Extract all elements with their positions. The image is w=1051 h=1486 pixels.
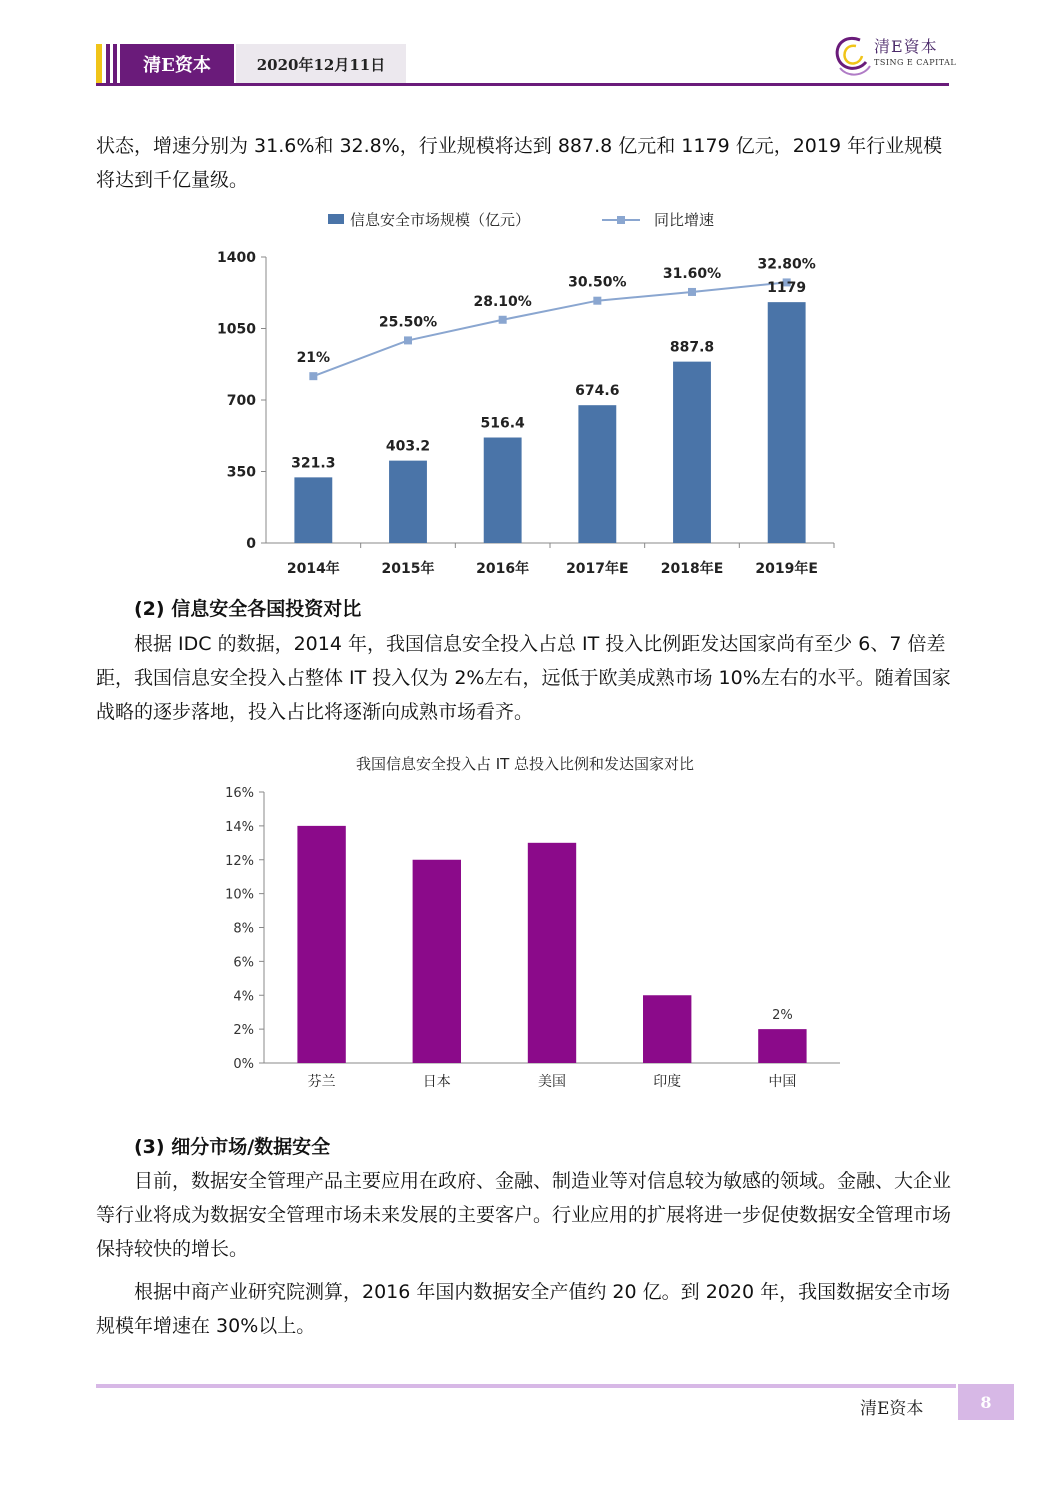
x-tick-label: 2017年E (566, 561, 629, 577)
page-number: 8 (958, 1384, 1014, 1420)
x-tick-label: 芬兰 (307, 1074, 336, 1090)
growth-value-label: 32.80% (757, 256, 816, 273)
y-tick-label: 10% (225, 887, 254, 903)
paragraph-estimate: 根据中商产业研究院测算，2016 年国内数据安全产值约 20 亿。到 2020 年，我国数据安全市场规模年增速在 30%以上。 (96, 1281, 951, 1337)
x-tick-label: 美国 (538, 1074, 566, 1090)
chart-bars (294, 302, 805, 543)
chart-bars (297, 826, 806, 1063)
y-tick-label: 14% (225, 819, 254, 835)
header-accent-purple (113, 44, 117, 84)
chart-title: 我国信息安全投入占 IT 总投入比例和发达国家对比 (355, 755, 695, 773)
section-title-3: (3) 细分市场/数据安全 (134, 1136, 331, 1158)
y-tick-label: 1400 (217, 250, 256, 266)
bar (297, 826, 345, 1063)
x-tick-label: 2015年 (381, 561, 435, 577)
header-date: 2020年12月11日 (236, 44, 406, 84)
legend-label-bar: 信息安全市场规模（亿元） (350, 211, 531, 229)
bar-value-label: 1179 (767, 280, 807, 297)
x-tick-label: 日本 (422, 1074, 451, 1090)
x-tick-label: 中国 (768, 1074, 797, 1090)
bar (643, 995, 691, 1063)
logo-text-cn: 清E資本 (874, 37, 938, 56)
growth-marker (309, 372, 317, 380)
chart-labels (772, 1008, 793, 1023)
header-accent-yellow (96, 44, 102, 84)
growth-marker (404, 336, 412, 344)
header-brand: 清E资本 (120, 44, 234, 84)
bar (528, 843, 576, 1063)
growth-marker (688, 288, 696, 296)
bar-value-label: 516.4 (480, 415, 525, 432)
x-tick-label: 2014年 (286, 561, 340, 577)
market-size-chart (200, 200, 860, 585)
paragraph-idc: 根据 IDC 的数据，2014 年，我国信息安全投入占总 IT 投入比例距发达国家尚有至少 6、7 倍差距，我国信息安全投入占整体 IT 投入仅为 2%左右，远低于欧美成熟市场 10%左右的水平。随着国家战略的逐步落地，投入占比将逐渐向成熟市场看齐。 (96, 633, 951, 723)
header-divider (96, 83, 949, 86)
growth-marker (499, 316, 507, 324)
legend-label-line: 同比增速 (654, 211, 715, 229)
legend-swatch-bar (328, 214, 344, 224)
bar-value-label: 887.8 (669, 339, 715, 356)
x-tick-label: 2018年E (660, 561, 724, 577)
growth-value-label: 25.50% (378, 314, 438, 331)
bar (294, 477, 332, 543)
y-tick-label: 6% (233, 955, 254, 971)
page-header (0, 0, 1051, 90)
x-tick-label: 印度 (653, 1074, 682, 1090)
y-tick-label: 0 (246, 536, 256, 552)
bar-value-label: 321.3 (291, 455, 336, 472)
y-tick-label: 700 (226, 393, 256, 409)
growth-value-label: 21% (296, 350, 331, 367)
logo-text-en: TSING E CAPITAL (874, 58, 957, 67)
y-tick-label: 16% (225, 786, 254, 801)
logo-swirl-icon (830, 30, 874, 80)
y-tick-label: 12% (225, 853, 254, 869)
bar (389, 461, 427, 543)
bar-value-label: 403.2 (385, 438, 431, 455)
company-logo (830, 30, 960, 80)
y-tick-label: 8% (233, 921, 254, 937)
bar (413, 860, 461, 1063)
bar-value-label: 2% (772, 1008, 793, 1024)
bar (578, 405, 616, 543)
bar (484, 438, 522, 543)
x-tick-label: 2016年 (476, 561, 530, 577)
growth-value-label: 30.50% (568, 274, 627, 291)
y-tick-label: 4% (233, 989, 254, 1005)
section-title-2: (2) 信息安全各国投资对比 (134, 598, 362, 620)
bar-value-label: 674.6 (575, 383, 620, 400)
y-tick-label: 2% (233, 1023, 254, 1039)
chart-labels (291, 256, 816, 471)
growth-value-label: 28.10% (473, 293, 532, 310)
legend-marker (617, 216, 625, 224)
footer-divider (96, 1384, 956, 1388)
growth-value-label: 31.60% (662, 265, 722, 282)
header-accent-purple (106, 44, 110, 84)
footer-brand: 清E资本 (860, 1399, 924, 1419)
paragraph-intro: 状态，增速分别为 31.6%和 32.8%，行业规模将达到 887.8 亿元和 1179 亿元，2019 年行业规模将达到千亿量级。 (96, 135, 943, 191)
y-tick-label: 350 (226, 464, 256, 481)
growth-marker (593, 297, 601, 305)
bar (673, 362, 711, 543)
x-tick-label: 2019年E (755, 561, 818, 577)
investment-ratio-chart (200, 745, 850, 1100)
paragraph-data-security: 目前，数据安全管理产品主要应用在政府、金融、制造业等对信息较为敏感的领域。金融、大企业等行业将成为数据安全管理市场未来发展的主要客户。行业应用的扩展将进一步促使数据安全管理市场保持较快的增长。 (96, 1170, 952, 1260)
bar (768, 302, 806, 543)
bar (758, 1029, 806, 1063)
y-tick-label: 0% (233, 1057, 254, 1072)
chart-legend (328, 211, 714, 229)
y-tick-label: 1050 (217, 321, 256, 338)
